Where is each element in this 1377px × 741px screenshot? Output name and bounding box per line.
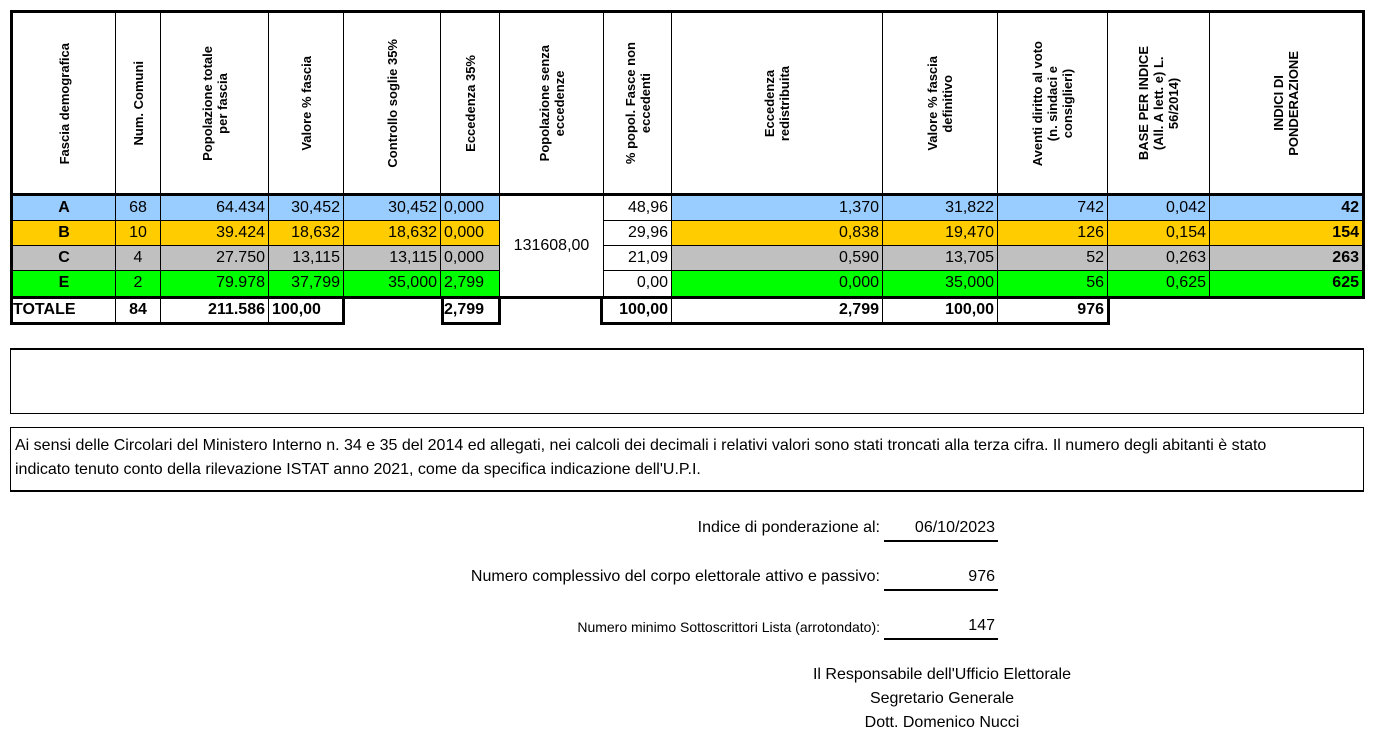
cell-def: 31,822 xyxy=(883,196,998,221)
cell-base: 0,154 xyxy=(1108,221,1210,246)
totals-frame xyxy=(441,299,501,325)
cell-val: 30,452 xyxy=(269,196,344,221)
cell-def: 35,000 xyxy=(883,271,998,296)
corpo-elettorale-label: Numero complessivo del corpo elettorale attivo e passivo: xyxy=(470,568,880,585)
cell-perc: 0,00 xyxy=(604,271,672,296)
cell-base: 0,263 xyxy=(1108,246,1210,271)
cell-ecc: 2,799 xyxy=(441,271,500,296)
cell-pop: 39.424 xyxy=(161,221,269,246)
popolazione-senza-eccedenze-cell xyxy=(500,196,604,296)
cell-ctrl: 30,452 xyxy=(344,196,441,221)
total-val: 100,00 xyxy=(269,299,344,323)
cell-aventi: 126 xyxy=(998,221,1108,246)
total-label: TOTALE xyxy=(10,299,116,323)
cell-red: 0,838 xyxy=(672,221,883,246)
sottoscrittori-underline xyxy=(884,638,998,640)
header-fascia: Fascia demografica xyxy=(13,13,116,194)
cell-val: 37,799 xyxy=(269,271,344,296)
cell-ctrl: 18,632 xyxy=(344,221,441,246)
cell-aventi: 52 xyxy=(998,246,1108,271)
cell-def: 13,705 xyxy=(883,246,998,271)
header-perc-popol: % popol. Fasce non eccedenti xyxy=(604,13,672,194)
cell-perc: 29,96 xyxy=(604,221,672,246)
totals-frame xyxy=(600,299,1110,325)
cell-comuni: 68 xyxy=(116,196,161,221)
cell-ctrl: 13,115 xyxy=(344,246,441,271)
cell-perc: 48,96 xyxy=(604,196,672,221)
cell-ecc: 0,000 xyxy=(441,246,500,271)
cell-ctrl: 35,000 xyxy=(344,271,441,296)
cell-red: 0,590 xyxy=(672,246,883,271)
header-popolazione-senza: Popolazione senza eccedenze xyxy=(500,13,604,194)
cell-ecc: 0,000 xyxy=(441,196,500,221)
header-base-indice: BASE PER INDICE (All. A lett. e) L. 56/2014) xyxy=(1108,13,1210,194)
indice-label: Indice di ponderazione al: xyxy=(697,519,880,536)
cell-red: 1,370 xyxy=(672,196,883,221)
note-box xyxy=(10,427,1364,492)
totals-frame xyxy=(10,299,345,325)
total-red: 2,799 xyxy=(672,299,883,323)
cell-indici: 263 xyxy=(1210,246,1362,271)
sottoscrittori-label: Numero minimo Sottoscrittori Lista (arrotondato): xyxy=(577,619,880,635)
cell-red: 0,000 xyxy=(672,271,883,296)
header-controllo-soglie: Controllo soglie 35% xyxy=(344,13,441,194)
total-perc: 100,00 xyxy=(604,299,672,323)
total-comuni: 84 xyxy=(116,299,161,323)
total-pop: 211.586 xyxy=(161,299,269,323)
header-indici-ponderazione: INDICI DI PONDERAZIONE xyxy=(1271,51,1301,156)
signature-line-2: Segretario Generale xyxy=(869,690,1015,707)
corpo-elettorale-value: 976 xyxy=(968,568,995,585)
total-ecc: 2,799 xyxy=(441,299,500,323)
cell-indici: 42 xyxy=(1210,196,1362,221)
indice-underline xyxy=(884,540,998,542)
cell-indici: 625 xyxy=(1332,274,1359,291)
note-text: Ai sensi delle Circolari del Ministero Interno n. 34 e 35 del 2014 ed allegati, nei calcoli dei decimali i relativi valori sono stati troncati alla terza cifra. Il numero degli abitanti è stato indicato tenuto conto della rilevazione ISTAT anno 2021, come da specifica indicazione dell'U.P.I. xyxy=(15,437,1267,478)
popolazione-senza-eccedenze-value: 131608,00 xyxy=(513,237,590,254)
cell-comuni: 4 xyxy=(116,246,161,271)
corpo-underline xyxy=(884,589,998,591)
sottoscrittori-value: 147 xyxy=(968,617,995,634)
cell-val: 18,632 xyxy=(269,221,344,246)
cell-ecc: 0,000 xyxy=(441,221,500,246)
cell-comuni: 10 xyxy=(116,221,161,246)
total-aventi: 976 xyxy=(998,299,1108,323)
empty-notes-box xyxy=(10,348,1364,414)
total-def: 100,00 xyxy=(883,299,998,323)
cell-val: 13,115 xyxy=(269,246,344,271)
cell-def: 19,470 xyxy=(883,221,998,246)
cell-perc: 21,09 xyxy=(604,246,672,271)
header-eccedenza-redistribuita: Eccedenza redistribuita xyxy=(672,13,883,194)
header-valore-fascia: Valore % fascia xyxy=(269,13,344,194)
cell-pop: 64.434 xyxy=(161,196,269,221)
signature-line-1: Il Responsabile dell'Ufficio Elettorale xyxy=(812,666,1071,683)
cell-comuni: 2 xyxy=(116,271,161,296)
signature-line-3: Dott. Domenico Nucci xyxy=(864,714,1020,731)
header-valore-definitivo: Valore % fascia definitivo xyxy=(883,13,998,194)
header-eccedenza: Eccedenza 35% xyxy=(441,13,500,194)
cell-aventi: 742 xyxy=(998,196,1108,221)
cell-pop: 79.978 xyxy=(161,271,269,296)
cell-base: 0,625 xyxy=(1108,271,1210,296)
cell-base: 0,042 xyxy=(1108,196,1210,221)
cell-pop: 27.750 xyxy=(161,246,269,271)
cell-indici: 154 xyxy=(1210,221,1362,246)
cell-fascia: B xyxy=(13,221,116,246)
header-num-comuni: Num. Comuni xyxy=(116,13,161,194)
header-popolazione-totale: Popolazione totale per fascia xyxy=(161,13,269,194)
indice-value: 06/10/2023 xyxy=(914,519,995,536)
cell-fascia: C xyxy=(13,246,116,271)
cell-fascia: E xyxy=(13,271,116,296)
cell-aventi: 56 xyxy=(998,271,1108,296)
cell-fascia: A xyxy=(13,196,116,221)
header-aventi-diritto: Aventi diritto al voto (n. sindaci e consiglieri) xyxy=(998,13,1108,194)
